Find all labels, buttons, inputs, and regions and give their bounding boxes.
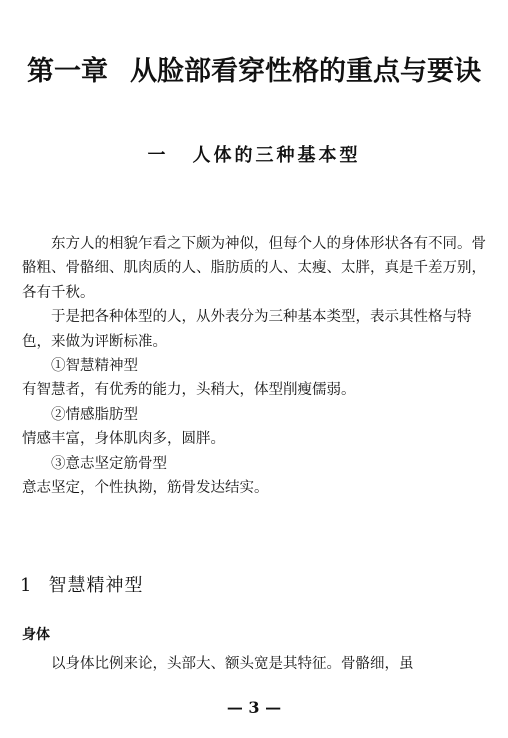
type-name: ③意志坚定筋骨型 — [51, 455, 167, 472]
type-name: ①智慧精神型 — [51, 358, 138, 375]
paragraph: 于是把各种体型的人，从外表分为三种基本类型，表示其性格与特色，来做为评断标准。 — [22, 309, 472, 350]
subsection-title: 智慧精神型 — [48, 575, 144, 596]
section-title-text: 人体的三种基本型 — [192, 145, 361, 166]
body-text — [22, 232, 486, 500]
section-title — [0, 142, 508, 170]
page-number: — 3 — — [226, 698, 282, 717]
section-number: 一 — [147, 145, 169, 166]
chapter-title-text: 从脸部看穿性格的重点与要诀 — [130, 56, 481, 87]
type-description: 有智慧者，有优秀的能力，头稍大，体型削瘦儒弱。 — [22, 382, 356, 399]
subsection-number: 1 — [20, 575, 33, 596]
paragraph: 以身体比例来论，头部大、额头宽是其特征。骨骼细，虽 — [51, 656, 414, 672]
type-name: ②情感脂肪型 — [51, 406, 138, 423]
chapter-number: 第一章 — [27, 56, 108, 87]
body-label: 身体 — [22, 627, 50, 643]
paragraph: 东方人的相貌乍看之下颇为神似，但每个人的身体形状各有不同。骨骼粗、骨骼细、肌肉质的人、脂肪质的人、太瘦、太胖，真是千差万别，各有千秋。 — [22, 236, 486, 301]
type-description: 意志坚定，个性执拗，筋骨发达结实。 — [22, 480, 269, 497]
type-description: 情感丰富，身体肌肉多，圆胖。 — [22, 431, 225, 448]
chapter-title — [0, 52, 508, 92]
subsection-heading — [20, 572, 143, 600]
